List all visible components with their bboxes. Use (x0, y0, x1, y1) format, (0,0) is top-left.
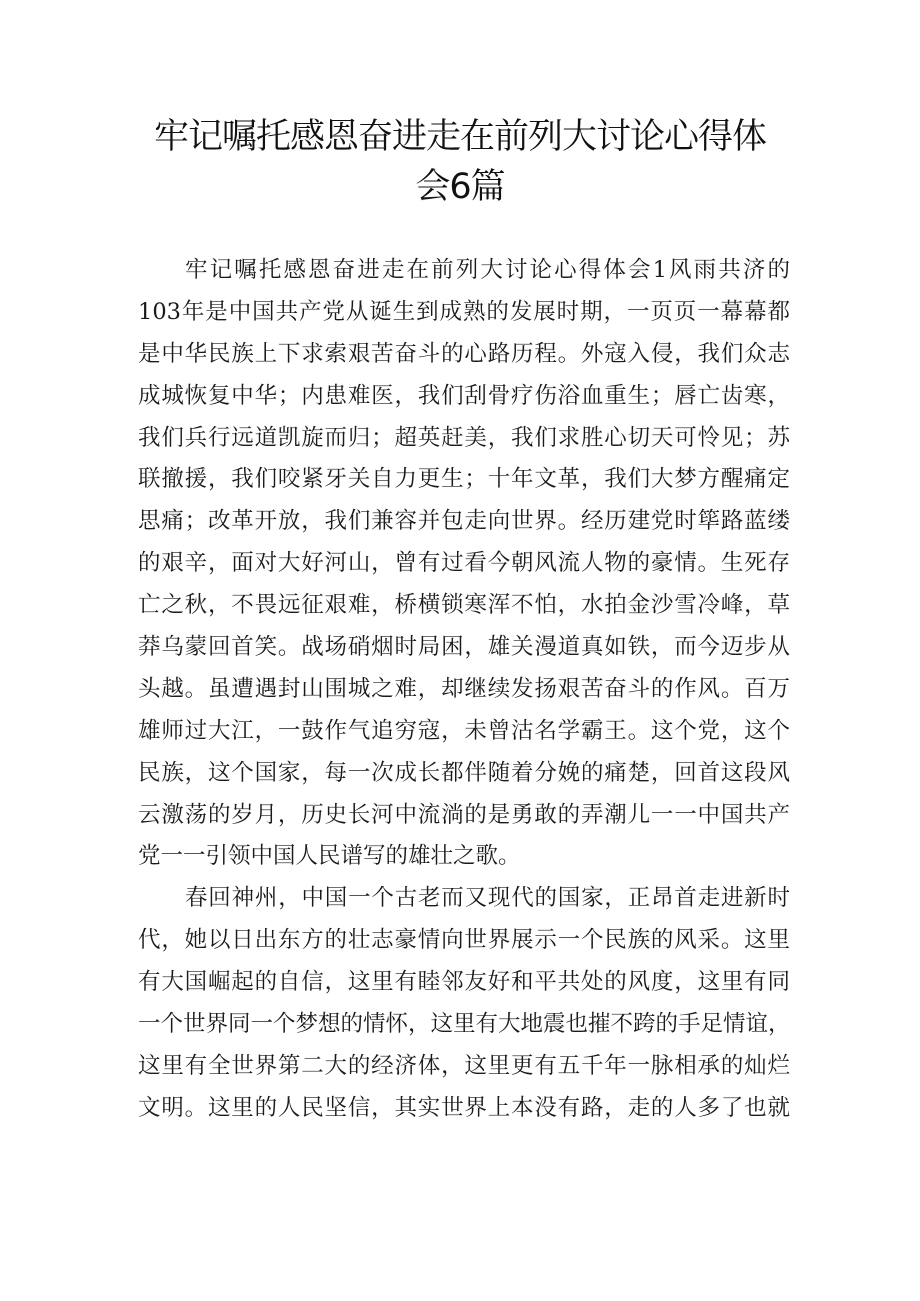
text-line: 是中华民族上下求索艰苦奋斗的心路历程。外寇入侵，我们众志 (138, 340, 790, 367)
text-line: 亡之秋，不畏远征艰难，桥横锁寒浑不怕，水拍金沙雪冷峰，草 (138, 592, 790, 619)
text-line: 代，她以日出东方的壮志豪情向世界展示一个民族的风采。这里 (138, 927, 790, 954)
paragraph-1 (138, 250, 790, 878)
title-line: 牢记嘱托感恩奋进走在前列大讨论心得体 (153, 117, 766, 157)
text-line: 有大国崛起的自信，这里有睦邻友好和平共处的风度，这里有同 (138, 969, 790, 996)
text-line: 雄师过大江，一鼓作气追穷寇，未曾沽名学霸王。这个党，这个 (138, 717, 790, 744)
document-body (138, 250, 790, 1130)
text-line: 成城恢复中华；内患难医，我们刮骨疗伤浴血重生；唇亡齿寒， (138, 382, 790, 409)
paragraph-2 (138, 878, 790, 1129)
text-line: 的艰辛，面对大好河山，曾有过看今朝风流人物的豪情。生死存 (138, 550, 790, 577)
text-line: 民族，这个国家，每一次成长都伴随着分娩的痛楚，回首这段风 (138, 759, 790, 786)
text-line: 这里有全世界第二大的经济体，这里更有五千年一脉相承的灿烂 (138, 1052, 790, 1079)
text-line: 牢记嘱托感恩奋进走在前列大讨论心得体会1风雨共济的 (185, 257, 790, 283)
text-line: 联撤援，我们咬紧牙关自力更生；十年文革，我们大梦方醒痛定 (138, 466, 790, 493)
text-line: 云激荡的岁月，历史长河中流淌的是勇敢的弄潮儿一一中国共产 (138, 801, 790, 828)
text-line: 思痛；改革开放，我们兼容并包走向世界。经历建党时筚路蓝缕 (138, 508, 790, 535)
document-title (140, 112, 780, 212)
text-line: 春回神州，中国一个古老而又现代的国家，正昂首走进新时 (185, 885, 790, 912)
text-line: 我们兵行远道凯旋而归；超英赶美，我们求胜心切天可怜见；苏 (138, 424, 790, 451)
text-line: 文明。这里的人民坚信，其实世界上本没有路，走的人多了也就 (138, 1094, 790, 1121)
text-line: 一个世界同一个梦想的情怀，这里有大地震也摧不跨的手足情谊， (138, 1011, 791, 1038)
text-line: 头越。虽遭遇封山围城之难，却继续发扬艰苦奋斗的作风。百万 (138, 675, 790, 702)
text-line: 103年是中国共产党从诞生到成熟的发展时期，一页页一幕幕都 (138, 298, 790, 325)
text-line: 莽乌蒙回首笑。战场硝烟时局困，雄关漫道真如铁，而今迈步从 (138, 634, 790, 661)
text-line: 党一一引领中国人民谱写的雄壮之歌。 (138, 843, 521, 870)
title-line: 会6篇 (415, 167, 505, 207)
